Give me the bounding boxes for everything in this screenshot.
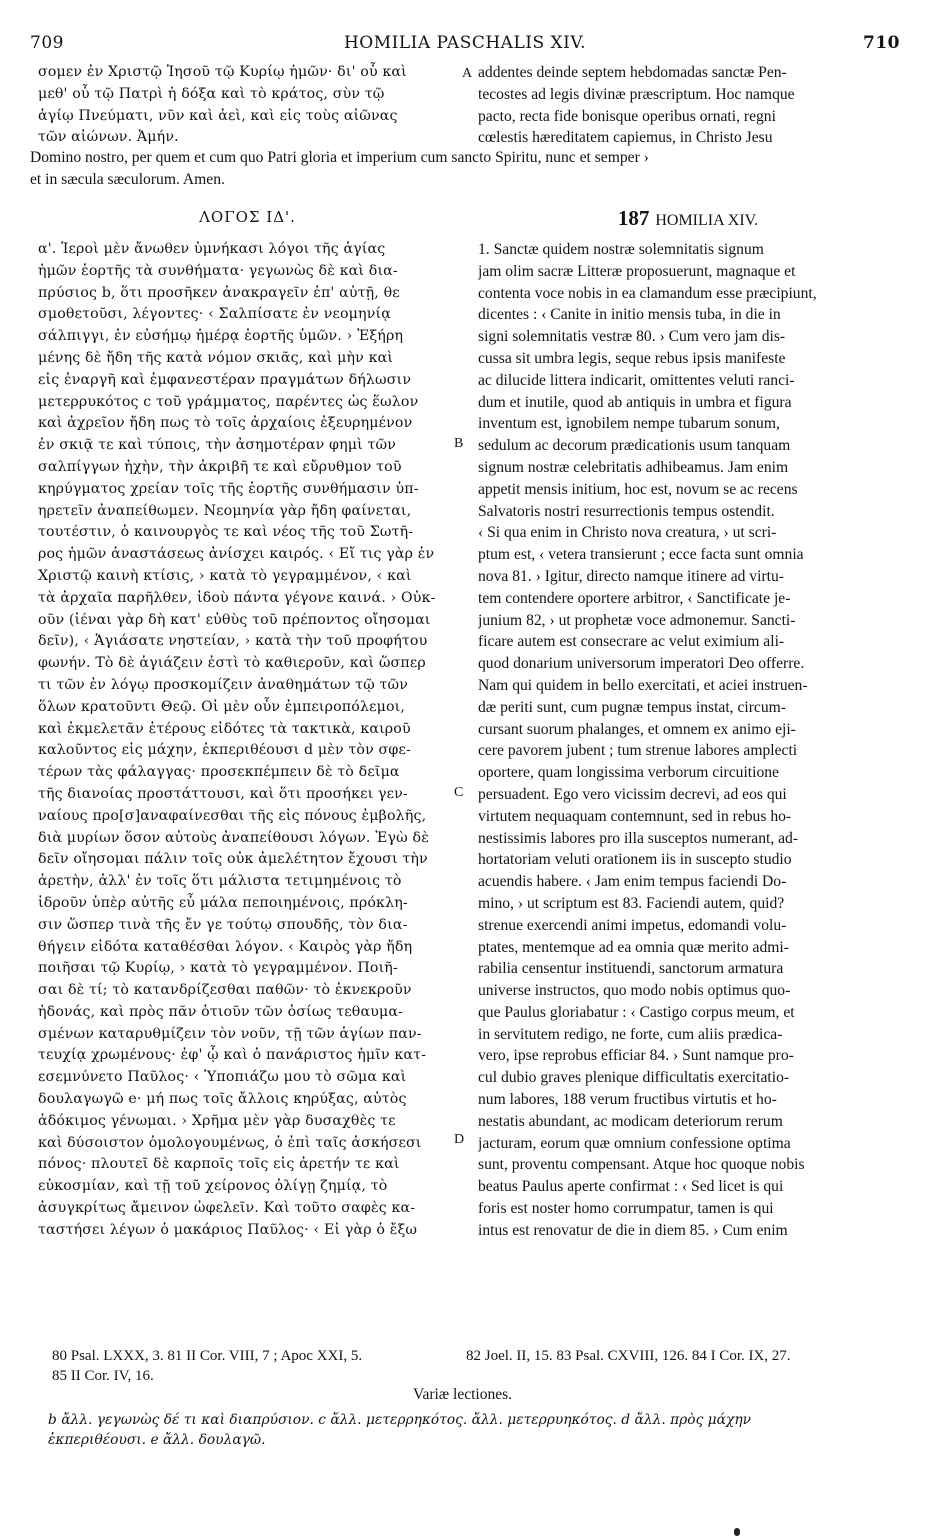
greek-text-line: μένης δὲ ἤδη τῆς κατὰ νόμον σκιᾶς, καὶ μὴν καὶ (38, 349, 394, 366)
greek-text-line: καλοῦντος εἰς μάχην, ἐκπεριθέουσι d μὲν τὸν σφε- (38, 742, 411, 759)
latin-text-line: oportere, quam longissima verborum circuitione (478, 764, 779, 782)
latin-text-line: ‹ Si qua enim in Christo nova creatura, › ut scri- (478, 524, 777, 542)
latin-text-line: ptum est, ‹ vetera transierunt ; ecce facta sunt omnia (478, 546, 804, 564)
greek-text-line: σαι δὲ τί; τὸ κατανδρίζεσθαι παθῶν· τὸ ἐκνεκροῦν (38, 982, 412, 999)
latin-text-line: addentes deinde septem hebdomadas sanctæ Pen- (478, 64, 787, 81)
greek-text-line: τὰ ἀρχαῖα παρῆλθεν, ἰδοὺ πάντα γέγονε καινά. › Οὐκ- (38, 589, 436, 606)
latin-text-line: Domino nostro, per quem et cum quo Patri gloria et imperium cum sancto Spiritu, nunc et semper › (30, 149, 649, 166)
latin-text-line: hortatoriam veluti orationem iis in suscepto studio (478, 851, 792, 869)
latin-text-line: beatus Paulus aperte confirmat : ‹ Sed licet is qui (478, 1178, 784, 1196)
running-header (30, 33, 900, 59)
variae-lectiones (48, 1410, 918, 1450)
greek-text-line: ἐν σκιᾷ τε καὶ τύποις, τὴν ἀσημοτέραν φημὶ τῶν (38, 437, 396, 454)
variant-reading-line: ἐκπεριθέουσι. e ἄλλ. δουλαγῶ. (48, 1432, 266, 1448)
greek-text-line: ἀσυγκρίτως ἄμεινον ὠφελεῖν. Καὶ τοῦτο σαφὲς κα- (38, 1200, 416, 1217)
greek-text-line: τουτέστιν, ὁ καινουργὸς τε καὶ νέος τῆς τοῦ Σωτῆ- (38, 524, 414, 541)
greek-text-line: σαλπίγγων ἠχὴν, τὴν ἀκριβῆ τε καὶ εὔρυθμον τοῦ (38, 458, 402, 475)
greek-text-line: ἀρετὴν, ἀλλ' ἐν τοῖς ὅτι μάλιστα τετιμημένοις τὸ (38, 873, 402, 890)
latin-text-line: pacto, recta fide bonisque operibus ornati, regni (478, 107, 776, 125)
page-number-right: 710 (863, 33, 900, 53)
greek-heading: ΛΟΓΟΣ ΙΔ'. (199, 208, 296, 226)
greek-text-line: ἁγίῳ Πνεύματι, νῦν καὶ ἀεὶ, καὶ εἰς τοὺς αἰῶνας (38, 107, 398, 124)
latin-text-line: contenta voce nobis in ea clamandum esse præcipiunt, (478, 284, 817, 302)
greek-text-line: τῶν αἰώνων. Ἀμήν. (38, 129, 179, 146)
greek-text-line: ἀδόκιμος γένωμαι. › Χρῆμα μὲν γὰρ δυσαχθὲς τε (38, 1112, 396, 1129)
greek-text-line: ἡμῶν ἑορτῆς τὰ συνθήματα· γεγωνὼς δὲ καὶ δια- (38, 262, 398, 279)
greek-text-line: δουλαγωγῶ e· μή πως τοῖς ἄλλοις κηρύξας, αὐτὸς (38, 1091, 407, 1108)
greek-text-line: εσεμνύνετο Παῦλος· ‹ Ὑποπιάζω μου τὸ σῶμα καὶ (38, 1069, 407, 1086)
greek-text-line: τῆς διανοίας προστάττουσι, καὶ ὅτι προσήκει γεν- (38, 785, 408, 802)
latin-text-line: signi solemnitatis vestræ 80. › Cum vero jam dis- (478, 328, 786, 346)
footnote-line: 85 II Cor. IV, 16. (52, 1368, 154, 1384)
greek-text-line: σμένων καταρυθμίζειν τὸν νοῦν, τῇ τῶν ἁγίων παν- (38, 1025, 422, 1042)
greek-text-line: σομεν ἐν Χριστῷ Ἰησοῦ τῷ Κυρίῳ ἡμῶν· δι' οὗ καὶ (38, 64, 407, 80)
latin-text-line: nestatis abundant, ac modicam deteriorum rerum (478, 1112, 783, 1130)
latin-text-line: que Paulus gloriabatur : ‹ Castigo corpus meum, et (478, 1003, 795, 1021)
latin-text-line: tem contendere oportere arbitror, ‹ Sanctificate je- (478, 589, 791, 607)
greek-body-column (38, 239, 465, 1242)
latin-text-line: nestissimis labores pro illa susceptos numerant, ad- (478, 829, 799, 847)
latin-text-line: persuadent. Ego vero vicissim decrevi, ad eos qui (478, 785, 787, 803)
greek-text-line: θήγειν εἰδότα καταθέσθαι λόγον. ‹ Καιρὸς γὰρ ἤδη (38, 938, 413, 955)
greek-text-line: κηρύγματος χρείαν τοῖς τῆς ἑορτῆς συνθήμασιν ὑπ- (38, 480, 419, 497)
latin-text-line: junium 82, › ut prophetæ voce admonemur. Sancti- (478, 611, 796, 629)
latin-text-line: universe instructos, quo modo nobis optimus quo- (478, 982, 791, 1000)
latin-text-line: Salvatoris nostri resurrectionis tempus ostendit. (478, 502, 775, 520)
latin-heading-title: HOMILIA XIV. (655, 212, 759, 229)
greek-top-column (38, 62, 462, 149)
greek-text-line: εὐκοσμίαν, καὶ τῇ τοῦ χείρονος ὀλίγῃ ζημίᾳ, τὸ (38, 1178, 388, 1195)
latin-text-line: Nam qui quidem in bello exercitati, et aciei instruen- (478, 676, 808, 694)
latin-text-line: nova 81. › Igitur, directo namque itinere ad virtu- (478, 567, 784, 585)
margin-letter-b: B (454, 436, 464, 451)
greek-text-line: ταστήσει λέγων ὁ μακάριος Παῦλος· ‹ Εἰ γὰρ ὁ ἔξω (38, 1221, 418, 1238)
greek-text-line: ἱδροῦν ὑπὲρ αὐτῆς εὖ μάλα πεποιημένοις, πρόκλη- (38, 894, 408, 911)
variae-lectiones-title: Variæ lectiones. (412, 1386, 512, 1403)
latin-text-line: sunt, proventu compensant. Atque hoc quoque nobis (478, 1156, 805, 1174)
latin-text-line: cœlestis hæreditatem capiemus, in Christo Jesu (478, 129, 773, 147)
greek-text-line: ηρετεῖν ἀναπείθωμεν. Νεομηνία γὰρ ἤδη φαίνεται, (38, 502, 412, 519)
greek-text-line: οῦν (ἰέναι γὰρ δὴ κατ' εὐθὺς τοῦ πρέποντος οἴησομαι (38, 611, 431, 628)
greek-text-line: ποιῆσαι τῷ Κυρίῳ, › κατὰ τὸ γεγραμμένον. Ποιῆ- (38, 960, 398, 977)
greek-text-line: σάλπιγγι, ἐν εὐσήμῳ ἡμέρᾳ ἑορτῆς ὑμῶν. › Ἐξήρη (38, 328, 404, 345)
greek-text-line: τευχίᾳ χρωμένους· ἐφ' ᾧ καὶ ὁ πανάριστος ἡμῖν κατ- (38, 1047, 427, 1064)
latin-text-line: vero, ipse reprobus efficiar 84. › Sunt namque pro- (478, 1047, 794, 1065)
greek-text-line: εἰς ἐναργῆ καὶ ἐμφανεστέραν πραγμάτων δήλωσιν (38, 371, 412, 388)
latin-text-line: et in sæcula sæculorum. Amen. (30, 171, 225, 188)
greek-text-line: καὶ δύσοιστον ὁμολογουμένως, ὁ ἐπὶ ταῖς ἀσκήσεσι (38, 1134, 422, 1151)
latin-text-line: signum nostræ celebritatis adhibeamus. Jam enim (478, 458, 789, 476)
greek-text-line: ἡδονάς, καὶ πρὸς πᾶν ὁτιοῦν τῶν ὁσίως τεθαυμα- (38, 1003, 404, 1020)
latin-text-line: sedulum ac decorum prædicationis usum tanquam (478, 437, 791, 455)
latin-text-line: in servitutem redigo, ne forte, cum aliis prædica- (478, 1025, 783, 1043)
latin-text-line: intus est renovatur de die in diem 85. › Cum enim (478, 1221, 788, 1239)
greek-text-line: πόνος· πλουτεῖ δὲ καρποῖς τοῖς εἰς ἀρετήν τε καὶ (38, 1156, 400, 1173)
latin-text-line: ac dilucide littera indicarit, omittentes veluti ranci- (478, 371, 795, 389)
latin-text-line: cussa sit umbra legis, seque rebus ipsis manifeste (478, 349, 786, 367)
latin-text-line: dicentes : ‹ Canite in initio mensis tuba, in die in (478, 306, 781, 324)
margin-letter-c: C (454, 785, 464, 800)
latin-text-line: dæ periti sunt, cum pugnæ tempus instat, circum- (478, 698, 786, 716)
greek-text-line: τέρων τὰς φάλαγγας· προσεκπέμπειν δὲ τὸ δεῖμα (38, 764, 400, 781)
margin-letter-d: D (454, 1132, 465, 1147)
latin-text-line: ficare autem est consecrare ac velut eximium ali- (478, 633, 785, 651)
greek-text-line: δεῖν), ‹ Ἁγιάσατε νηστείαν, › κατὰ τὴν τοῦ προφήτου (38, 633, 428, 650)
running-title: HOMILIA PASCHALIS XIV. (343, 33, 587, 53)
greek-text-line: α'. Ἱεροὶ μὲν ἄνωθεν ὑμνήκασι λόγοι τῆς ἁγίας (38, 241, 386, 257)
greek-text-line: μεθ' οὗ τῷ Πατρὶ ἡ δόξα καὶ τὸ κράτος, σὺν τῷ (38, 85, 385, 102)
footnotes-right (466, 1346, 791, 1366)
latin-top-column (478, 62, 903, 149)
latin-text-line: tecostes ad legis divinæ præscriptum. Hoc namque (478, 85, 795, 103)
latin-text-line: strenue exercendi animi impetus, edomandi volu- (478, 916, 787, 934)
greek-text-line: δεῖν οἴησομαι πάλιν τοῖς οὐκ ἀμελέτητον ἔχουσι τὴν (38, 851, 428, 868)
latin-text-line: jam olim sacræ Litteræ proposuerunt, magnaque et (478, 262, 796, 280)
latin-text-line: cul dubio graves plenique difficultatis exercitatio- (478, 1069, 790, 1087)
greek-text-line: φωνήν. Τὸ δὲ ἁγιάζειν ἐστὶ τὸ καθιεροῦν, καὶ ὥσπερ (38, 655, 426, 672)
latin-text-line: ptates, mentemque ad ea omnia quæ merito admi- (478, 938, 789, 956)
full-width-lines (30, 147, 910, 191)
latin-text-line: dum et inutile, quod ab antiquis in umbra et figura (478, 393, 792, 411)
latin-text-line: 1. Sanctæ quidem nostræ solemnitatis signum (478, 241, 764, 258)
greek-text-line: καὶ ἀχρεῖον ἤδη πως τὸ τοῖς ἀρχαίοις ἐξευρημένον (38, 415, 413, 432)
footnote-line: 82 Joel. II, 15. 83 Psal. CXVIII, 126. 84 I Cor. IX, 27. (466, 1348, 791, 1364)
greek-text-line: διὰ μυρίων ὅσον αὐτοὺς ἀναπείθουσι λόγων. Ἐγὼ δὲ (38, 829, 429, 846)
column-number: 187 (617, 206, 650, 230)
latin-text-line: inventum est, ignobilem nempe tubarum sonum, (478, 415, 780, 433)
latin-text-line: quod donarium universorum imperatori Deo offerre. (478, 655, 805, 673)
greek-text-line: καὶ ἐκμελετᾶν ἑτέρους εἰδότες τὰ τακτικὰ, καιροῦ (38, 720, 411, 737)
latin-text-line: appetit mensis initium, hoc est, novum se ac recens (478, 480, 798, 498)
latin-text-line: mino, › ut scriptum est 83. Faciendi autem, quid? (478, 894, 785, 912)
greek-text-line: ὅλων κρατοῦντι Θεῷ. Οἱ μὲν οὖν ἐμπειροπόλεμοι, (38, 698, 406, 715)
greek-text-line: ναίους προ[σ]αναφαίνεσθαι τῆς εἰς πόνους ἐμβολῆς, (38, 807, 427, 824)
latin-heading (478, 206, 898, 231)
greek-text-line: πρύσιος b, ὅτι προσῆκεν ἀνακραγεῖν ἐπ' αὐτῇ, θε (38, 284, 400, 301)
margin-letter-a: A (462, 66, 473, 81)
latin-text-line: rabilia censentur instituendi, sanctorum armatura (478, 960, 784, 978)
greek-text-line: σμοθετοῦσι, λέγοντες· ‹ Σαλπίσατε ἐν νεομηνίᾳ (38, 306, 391, 323)
page-number-left: 709 (30, 33, 64, 53)
latin-text-line: cere pavorem jubent ; tum strenue labores amplecti (478, 742, 798, 760)
latin-text-line: acuendis habere. ‹ Jam enim tempus faciendi Do- (478, 873, 787, 891)
latin-text-line: jacturam, eorum quæ omnium confessione optima (478, 1134, 791, 1152)
latin-text-line: cursant suorum phalanges, et omnem ex animo eji- (478, 720, 796, 738)
latin-text-line: num labores, 188 verum fructibus virtutis et ho- (478, 1091, 777, 1109)
latin-text-line: virtutem nequaquam contemnunt, sed in rebus ho- (478, 807, 792, 825)
variant-reading-line: b ἄλλ. γεγωνὼς δέ τι καὶ διαπρύσιον. c ἄλλ. μετερρηκότος. ἄλλ. μετερρυηκότος. d ἄλλ. πρὸς μάχην (48, 1412, 751, 1428)
latin-text-line: foris est noster homo corrumpatur, tamen is qui (478, 1200, 774, 1218)
greek-text-line: Χριστῷ καινὴ κτίσις, › κατὰ τὸ γεγραμμένον, ‹ καὶ (38, 567, 412, 584)
footnotes-left (52, 1346, 362, 1386)
greek-text-line: μετερρυκότος c τοῦ γράμματος, παρέντες ὡς ἕωλον (38, 393, 419, 410)
greek-text-line: τι τῶν ἐν λόγῳ προσκομίζειν ἀναθημάτων τῷ τῶν (38, 676, 409, 693)
latin-body-column (478, 239, 903, 1242)
greek-text-line: σιν ὥσπερ τινὰ τῆς ἔν γε τούτῳ σπουδῆς, τὸν δια- (38, 916, 408, 933)
greek-text-line: ρος ἡμῶν ἀναστάσεως ἀνίσχει καιρός. ‹ Εἴ τις γὰρ ἐν (38, 546, 435, 563)
ink-dot (734, 1528, 740, 1536)
footnote-line: 80 Psal. LXXX, 3. 81 II Cor. VIII, 7 ; Apoc XXI, 5. (52, 1348, 363, 1364)
